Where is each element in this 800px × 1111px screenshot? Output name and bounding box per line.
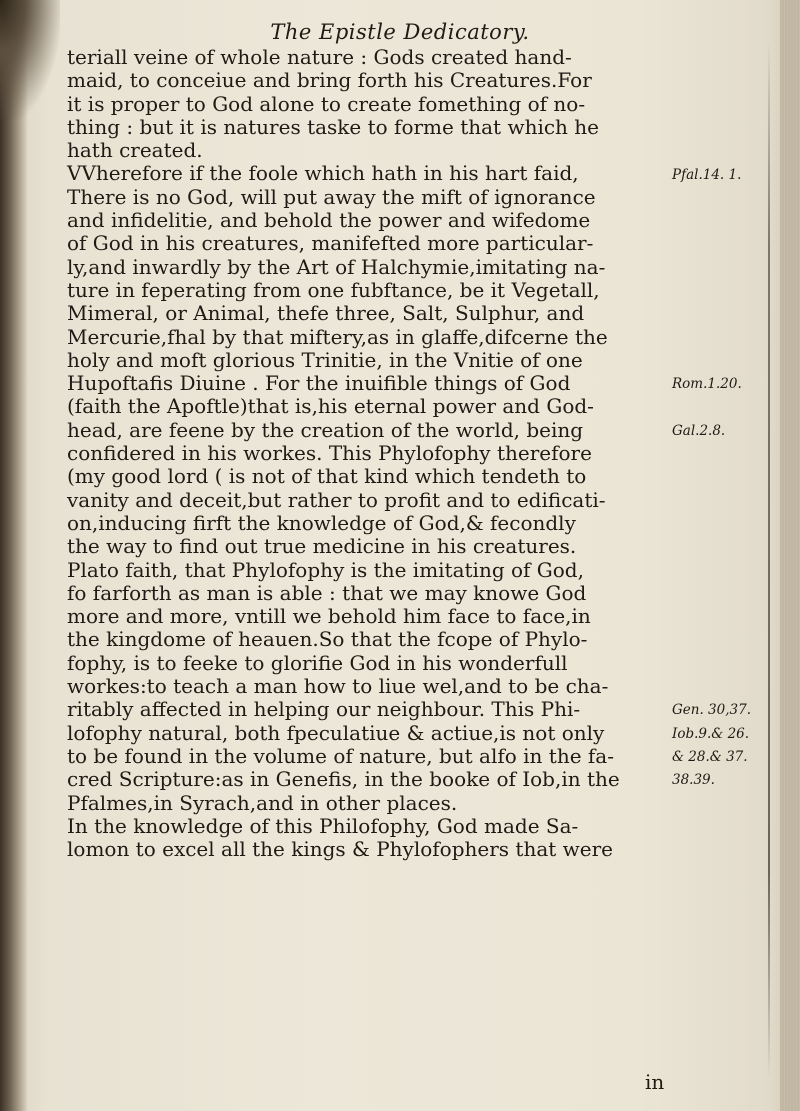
margin-note: 38.39. — [672, 772, 715, 789]
text-line: head, are feene by the creation of the world, being — [67, 417, 584, 442]
page-fold-line — [768, 40, 770, 1080]
text-line: (my good lord ( is not of that kind which tendeth to — [67, 464, 587, 489]
margin-note: Iob.9.& 26. — [672, 725, 750, 742]
text-line: hath created. — [67, 138, 203, 163]
text-line: the way to find out true medicine in his creatures. — [67, 534, 577, 559]
text-line: it is proper to God alone to create fomething of no- — [67, 91, 586, 116]
text-line: Mercurie,fhal by that miftery,as in glaffe,difcerne the — [67, 324, 608, 349]
binding-shadow — [0, 0, 28, 1111]
text-line: There is no God, will put away the mift of ignorance — [67, 184, 596, 209]
text-line: to be found in the volume of nature, but alfo in the fa- — [67, 743, 614, 768]
margin-note: Pfal.14. 1. — [672, 166, 742, 183]
text-line: Mimeral, or Animal, thefe three, Salt, Sulphur, and — [67, 301, 585, 326]
catchword: in — [645, 1070, 665, 1094]
text-line: vanity and deceit,but rather to profit and to edificati- — [67, 487, 606, 512]
text-line: cred Scripture:as in Genefis, in the booke of Iob,in the — [67, 767, 620, 792]
text-line: lofophy natural, both fpeculatiue & actiue,is not only — [67, 720, 605, 745]
text-line: thing : but it is natures taske to forme that which he — [67, 114, 600, 139]
text-line: more and more, vntill we behold him face to face,in — [67, 604, 591, 629]
text-line: ture in feperating from one fubftance, be it Vegetall, — [67, 277, 600, 302]
text-line: workes:to teach a man how to liue wel,and to be cha- — [67, 674, 609, 699]
text-line: holy and moft glorious Trinitie, in the Vnitie of one — [67, 347, 583, 372]
text-line: the kingdome of heauen.So that the fcope of Phylo- — [67, 627, 588, 652]
text-line: teriall veine of whole nature : Gods created hand- — [67, 45, 572, 69]
text-line: on,inducing firft the knowledge of God,& fecondly — [67, 510, 576, 535]
running-header: The Epistle Dedicatory. — [270, 20, 530, 44]
body-text — [67, 46, 672, 861]
page-stack-edge — [780, 0, 800, 1111]
text-line: Plato faith, that Phylofophy is the imitating of God, — [67, 557, 584, 582]
text-line: fo farforth as man is able : that we may knowe God — [67, 580, 587, 605]
margin-note: Gal.2.8. — [672, 422, 726, 439]
text-line: of God in his creatures, manifefted more particular- — [67, 231, 594, 256]
text-line: confidered in his workes. This Phylofophy therefore — [67, 441, 592, 466]
text-line: Hupoftafis Diuine . For the inuifible things of God — [67, 371, 571, 396]
margin-note: & 28.& 37. — [672, 749, 748, 765]
binding-corner-shadow — [0, 0, 60, 120]
text-line: maid, to conceiue and bring forth his Creatures.For — [67, 68, 592, 93]
text-line: ly,and inwardly by the Art of Halchymie,imitating na- — [67, 254, 606, 279]
text-line: and infidelitie, and behold the power and wifedome — [67, 208, 591, 233]
text-line: lomon to excel all the kings & Phylofophers that were — [67, 837, 613, 862]
text-line: (faith the Apoftle)that is,his eternal power and God- — [67, 394, 594, 419]
margin-note: Rom.1.20. — [672, 376, 742, 393]
margin-note: Gen. 30,37. — [672, 702, 751, 719]
text-line: VVherefore if the foole which hath in his hart faid, — [67, 161, 579, 186]
text-line: ritably affected in helping our neighbour. This Phi- — [67, 697, 581, 722]
text-line: Pfalmes,in Syrach,and in other places. — [67, 790, 458, 815]
text-line: fophy, is to feeke to glorifie God in his wonderfull — [67, 650, 568, 675]
text-line: In the knowledge of this Philofophy, God made Sa- — [67, 813, 579, 838]
